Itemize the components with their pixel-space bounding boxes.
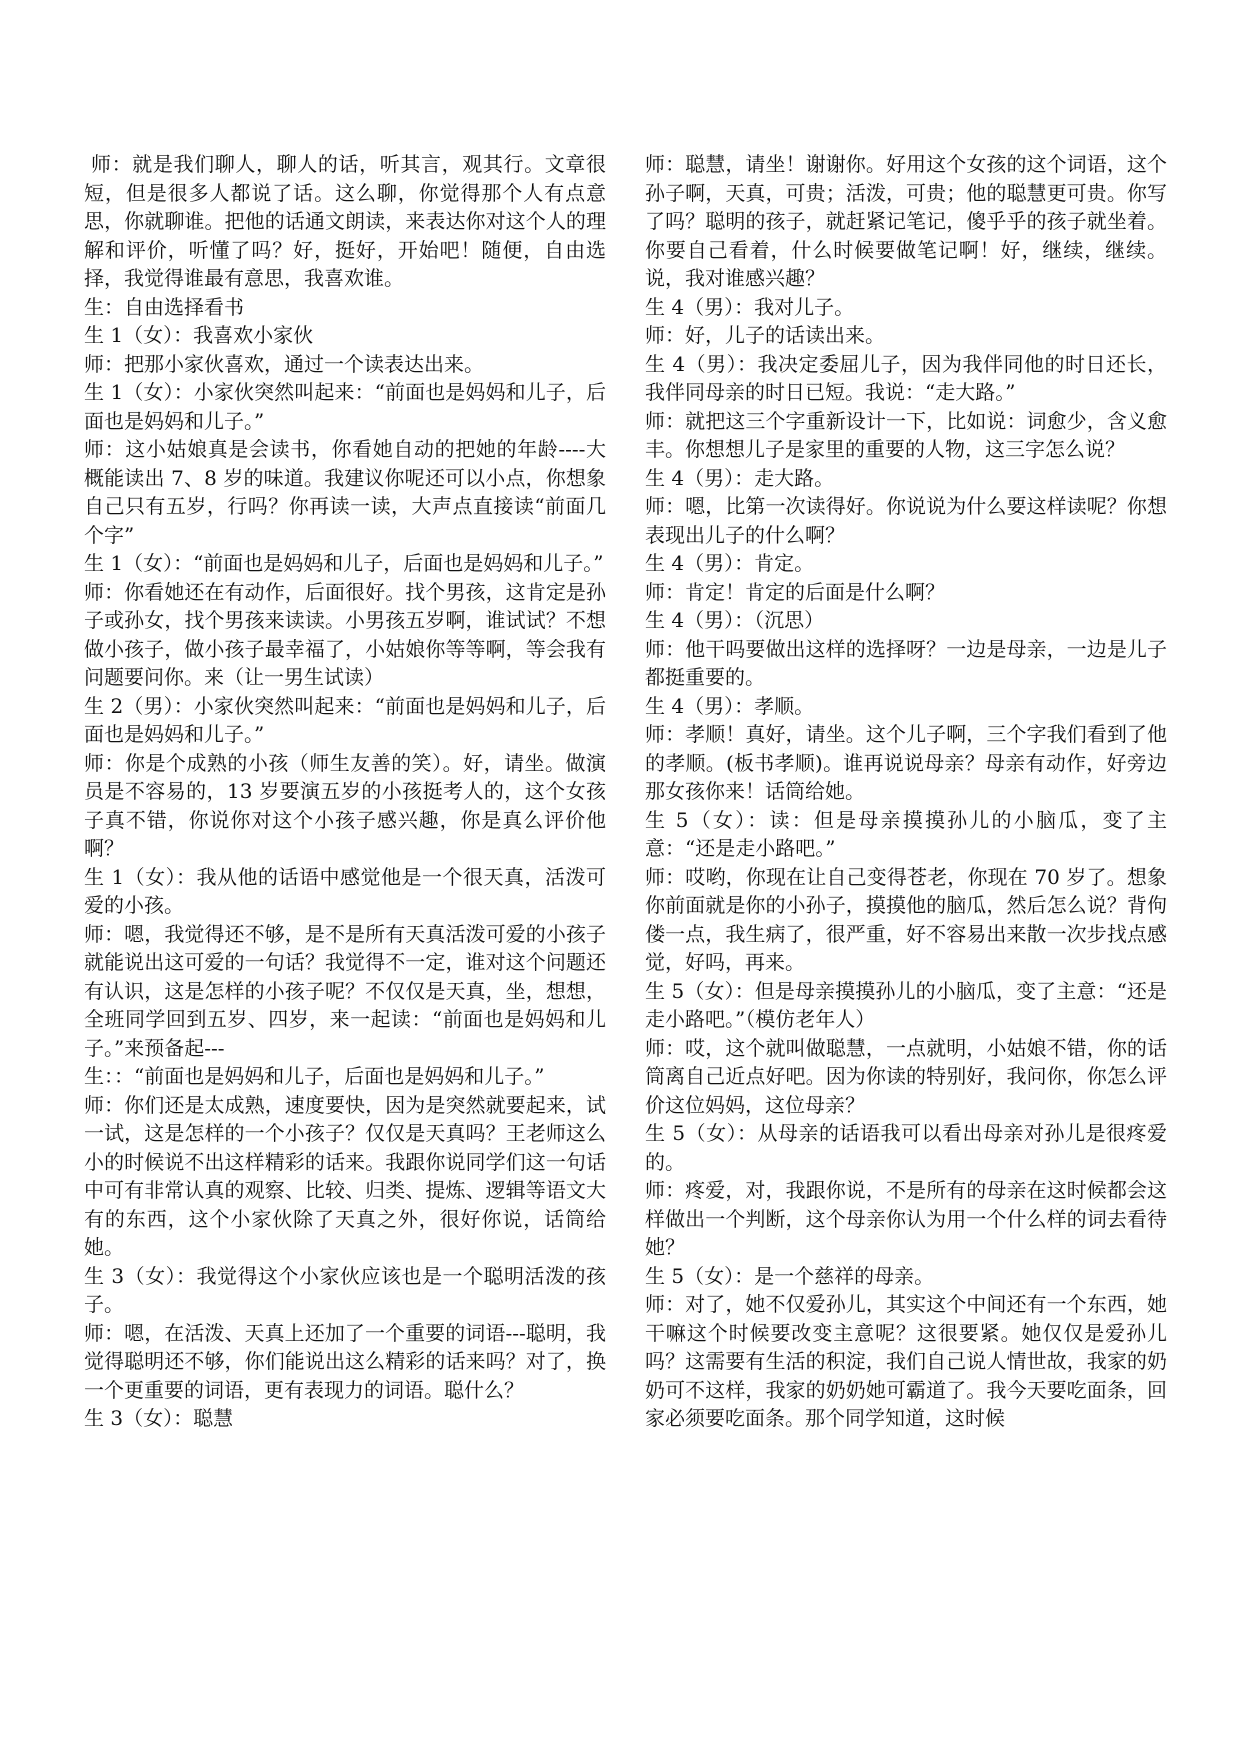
paragraph: 生 5（女）：是一个慈祥的母亲。 — [645, 1263, 935, 1288]
paragraph: 师：对了，她不仅爱孙儿，其实这个中间还有一个东西，她干嘛这个时候要改变主意呢？这很要紧。她仅仅是爱孙儿吗？这需要有生活的积淀，我们自己说人情世故，我家的奶奶可不这样，我家的奶奶她可霸道了。我今天要吃面条，回家必须要吃面条。那个同学知道，这时候 — [645, 1292, 1167, 1430]
paragraph: 生 4（男）：（沉思） — [645, 608, 825, 632]
paragraph: 师：就是我们聊人，聊人的话，听其言，观其行。文章很短，但是很多人都说了话。这么聊，你觉得那个人有点意思，你就聊谁。把他的话通文朗读，来表达你对这个人的理解和评价，听懂了吗？好，挺好，开始吧！随便，自由选择，我觉得谁最有意思，我喜欢谁。 — [84, 152, 606, 290]
paragraph: 师：嗯，比第一次读得好。你说说为什么要这样读呢？你想表现出儿子的什么啊？ — [645, 494, 1167, 547]
paragraph: 师：这小姑娘真是会读书，你看她自动的把她的年龄----大概能读出 7、8 岁的味道。我建议你呢还可以小点，你想象自己只有五岁，行吗？你再读一读，大声点直接读“前面几个字” — [84, 437, 606, 547]
paragraph: 师：就把这三个字重新设计一下，比如说：词愈少，含义愈丰。你想想儿子是家里的重要的人物，这三字怎么说？ — [645, 408, 1167, 461]
paragraph: 师：嗯，我觉得还不够，是不是所有天真活泼可爱的小孩子就能说出这可爱的一句话？我觉得不一定，谁对这个问题还有认识，这是怎样的小孩子呢？不仅仅是天真，坐，想想，全班同学回到五岁、四岁，来一起读：“前面也是妈妈和儿子。”来预备起--- — [84, 921, 606, 1060]
left-column — [84, 150, 606, 1433]
paragraph: 师：哎，这个就叫做聪慧，一点就明，小姑娘不错，你的话筒离自己近点好吧。因为你读的特别好，我问你，你怎么评价这位妈妈，这位母亲？ — [645, 1035, 1167, 1117]
paragraph: 生 1（女）：我喜欢小家伙 — [84, 323, 314, 347]
paragraph: 师：孝顺！真好，请坐。这个儿子啊，三个字我们看到了他的孝顺。(板书孝顺)。谁再说说母亲？母亲有动作，好旁边那女孩你来！话筒给她。 — [645, 722, 1167, 803]
paragraph: 生 5（女）：从母亲的话语我可以看出母亲对孙儿是很疼爱的。 — [645, 1121, 1167, 1174]
paragraph: 师：他干吗要做出这样的选择呀？一边是母亲，一边是儿子都挺重要的。 — [645, 636, 1167, 689]
paragraph: 生 3（女）：我觉得这个小家伙应该也是一个聪明活泼的孩子。 — [84, 1263, 606, 1316]
paragraph: 生 1（女）：“前面也是妈妈和儿子，后面也是妈妈和儿子。” — [84, 551, 604, 575]
right-column — [645, 150, 1167, 1433]
paragraph: 师：你们还是太成熟，速度要快，因为是突然就要起来，试一试，这是怎样的一个小孩子？仅仅是天真吗？王老师这么小的时候说不出这样精彩的话来。我跟你说同学们这一句话中可有非常认真的观察、比较、归类、提炼、逻辑等语文大有的东西，这个小家伙除了天真之外，很好你说，话筒给她。 — [84, 1092, 606, 1259]
paragraph: 生 4（男）：走大路。 — [645, 465, 835, 490]
paragraph: 生：自由选择看书 — [84, 294, 244, 319]
paragraph: 生 4（男）：孝顺。 — [645, 693, 815, 718]
paragraph: 师：肯定！肯定的后面是什么啊？ — [645, 579, 945, 604]
paragraph: 生 2（男）：小家伙突然叫起来：“前面也是妈妈和儿子，后面也是妈妈和儿子。” — [84, 693, 606, 746]
paragraph: 师：你是个成熟的小孩（师生友善的笑）。好，请坐。做演员是不容易的，13 岁要演五岁的小孩挺考人的，这个女孩子真不错，你说你对这个小孩子感兴趣，你是真么评价他啊？ — [84, 750, 606, 860]
paragraph: 生 3（女）：聪慧 — [84, 1406, 234, 1430]
paragraph: 师：把那小家伙喜欢，通过一个读表达出来。 — [84, 351, 484, 376]
paragraph: 师：你看她还在有动作，后面很好。找个男孩，这肯定是孙子或孙女，找个男孩来读读。小男孩五岁啊，谁试试？不想做小孩子，做小孩子最幸福了，小姑娘你等等啊，等会我有问题要问你。来（让一男生试读） — [84, 579, 606, 689]
paragraph: 师：哎哟，你现在让自己变得苍老，你现在 70 岁了。想象你前面就是你的小孙子，摸摸他的脑瓜，然后怎么说？背佝偻一点，我生病了，很严重，好不容易出来散一次步找点感觉，好吗，再来。 — [645, 864, 1167, 974]
paragraph: 生 5（女）：但是母亲摸摸孙儿的小脑瓜，变了主意：“还是走小路吧。”（模仿老年人） — [645, 978, 1167, 1031]
paragraph: 师：疼爱，对，我跟你说，不是所有的母亲在这时候都会这样做出一个判断，这个母亲你认为用一个什么样的词去看待她？ — [645, 1178, 1167, 1259]
paragraph: 生：：“前面也是妈妈和儿子，后面也是妈妈和儿子。” — [84, 1064, 545, 1088]
paragraph: 师：嗯，在活泼、天真上还加了一个重要的词语---聪明，我觉得聪明还不够，你们能说出这么精彩的话来吗？对了，换一个更重要的词语，更有表现力的词语。聪什么？ — [84, 1320, 606, 1402]
paragraph: 生 5（女）：读：但是母亲摸摸孙儿的小脑瓜，变了主意：“还是走小路吧。” — [645, 807, 1167, 860]
paragraph: 生 4（男）：我决定委屈儿子，因为我伴同他的时日还长，我伴同母亲的时日已短。我说：“走大路。” — [645, 351, 1167, 404]
paragraph: 生 1（女）：小家伙突然叫起来：“前面也是妈妈和儿子，后面也是妈妈和儿子。” — [84, 380, 606, 433]
paragraph: 生 4（男）：我对儿子。 — [645, 294, 855, 319]
paragraph: 师：聪慧，请坐！谢谢你。好用这个女孩的这个词语，这个孙子啊，天真，可贵；活泼，可贵；他的聪慧更可贵。你写了吗？聪明的孩子，就赶紧记笔记，傻乎乎的孩子就坐着。你要自己看着，什么时候要做笔记啊！好，继续，继续。说，我对谁感兴趣？ — [645, 152, 1167, 290]
paragraph: 生 4（男）：肯定。 — [645, 551, 815, 575]
paragraph: 师：好，儿子的话读出来。 — [645, 323, 885, 347]
paragraph: 生 1（女）：我从他的话语中感觉他是一个很天真，活泼可爱的小孩。 — [84, 864, 606, 917]
